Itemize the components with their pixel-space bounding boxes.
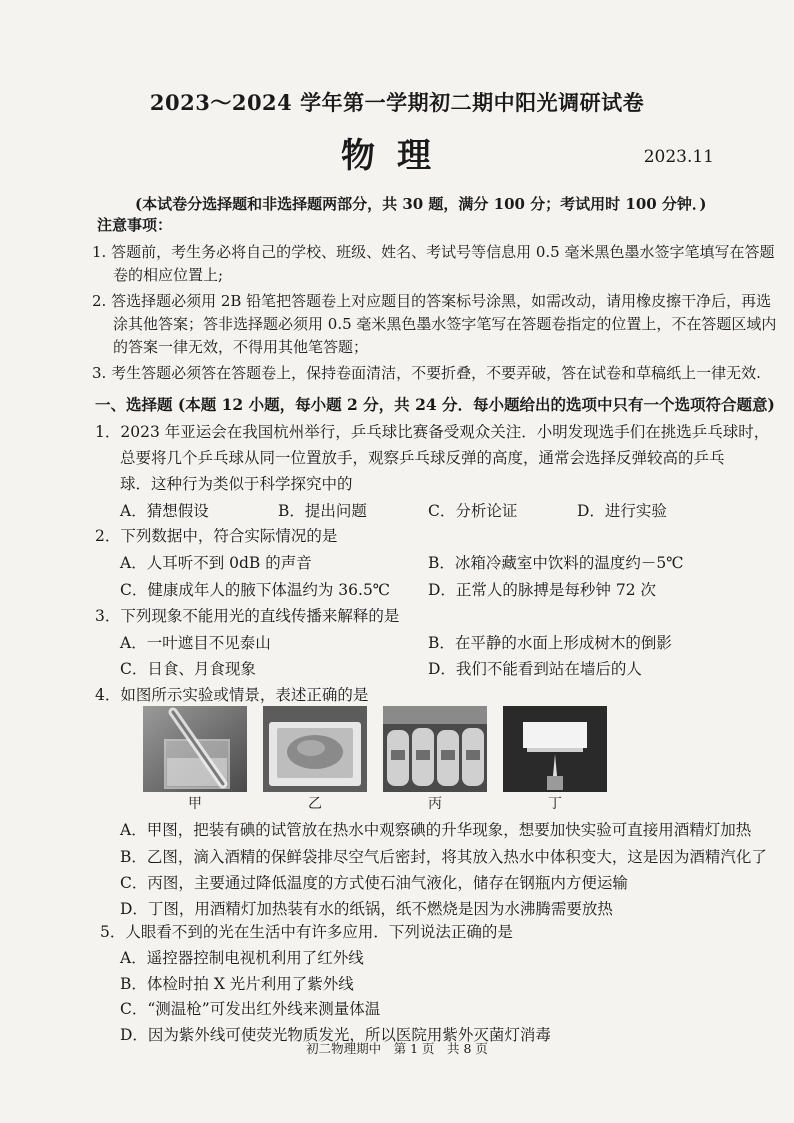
q5-stem: 5．人眼看不到的光在生活中有许多应用．下列说法正确的是	[100, 923, 513, 941]
q5-option-d[interactable]: D．因为紫外线可使荧光物质发光，所以医院用紫外灭菌灯消毒	[120, 1026, 551, 1044]
q5-option-b[interactable]: B．体检时拍 X 光片利用了紫外线	[120, 975, 354, 993]
note-2-line-2: 涂其他答案；答非选择题必须用 0.5 毫米黑色墨水签字笔写在答题卷指定的位置上，不在答题区域内	[113, 315, 777, 333]
q2-option-a[interactable]: A．人耳听不到 0dB 的声音	[120, 554, 312, 572]
figure-bing-gas-cylinders	[383, 706, 487, 792]
q1-line-2: 总要将几个乒乓球从同一位置放手，观察乒乓球反弹的高度，通常会选择反弹较高的乒乓	[120, 449, 725, 467]
q4-option-d[interactable]: D．丁图，用酒精灯加热装有水的纸锅，纸不燃烧是因为水沸腾需要放热	[120, 900, 613, 918]
q2-option-b[interactable]: B．冰箱冷藏室中饮料的温度约－5℃	[428, 554, 684, 572]
q4-option-b[interactable]: B．乙图，滴入酒精的保鲜袋排尽空气后密封，将其放入热水中体积变大，这是因为酒精汽化了	[120, 848, 767, 866]
q1-option-b[interactable]: B．提出问题	[278, 502, 367, 520]
q1-line-3: 球．这种行为类似于科学探究中的	[120, 475, 353, 493]
q4-stem: 4．如图所示实验或情景，表述正确的是	[95, 686, 369, 704]
caption-jia: 甲	[188, 796, 202, 812]
figure-yi-plastic-bag	[263, 706, 367, 792]
note-1-line-1: 1. 答题前，考生务必将自己的学校、班级、姓名、考试号等信息用 0.5 毫米黑色墨水签字笔填写在答题	[92, 243, 775, 261]
q2-stem: 2．下列数据中，符合实际情况的是	[95, 527, 338, 545]
subject-title: 物理	[341, 136, 453, 176]
note-3-line-1: 3. 考生答题必须答在答题卷上，保持卷面清洁，不要折叠，不要弄破，答在试卷和草稿纸上一律无效.	[92, 364, 761, 382]
figure-jia-test-tube	[143, 706, 247, 792]
caption-yi: 乙	[308, 796, 322, 812]
note-2-line-3: 的答案一律无效，不得用其他笔答题；	[113, 338, 369, 356]
q5-option-a[interactable]: A．遥控器控制电视机利用了红外线	[120, 949, 364, 967]
q3-option-c[interactable]: C．日食、月食现象	[120, 660, 256, 678]
q1-option-d[interactable]: D．进行实验	[577, 502, 667, 520]
exam-intro: (本试卷分选择题和非选择题两部分，共 30 题，满分 100 分；考试用时 100 分钟．)	[135, 195, 707, 213]
figure-ding-paper-pot	[503, 706, 607, 792]
page-footer: 初二物理期中 第 1 页 共 8 页	[306, 1041, 488, 1056]
exam-title: 2023～2024 学年第一学期初二期中阳光调研试卷	[149, 90, 645, 115]
caption-ding: 丁	[548, 796, 562, 812]
exam-date: 2023.11	[643, 147, 714, 167]
q2-option-c[interactable]: C．健康成年人的腋下体温约为 36.5℃	[120, 581, 391, 599]
q4-option-a[interactable]: A．甲图，把装有碘的试管放在热水中观察碘的升华现象，想要加快实验可直接用酒精灯加热	[120, 821, 752, 839]
notes-heading: 注意事项：	[97, 216, 173, 234]
q2-option-d[interactable]: D．正常人的脉搏是每秒钟 72 次	[428, 581, 657, 599]
q4-figures	[143, 706, 613, 796]
q3-option-b[interactable]: B．在平静的水面上形成树木的倒影	[428, 634, 672, 652]
note-1-line-2: 卷的相应位置上;	[113, 266, 224, 284]
section-1-heading: 一、选择题 (本题 12 小题，每小题 2 分，共 24 分．每小题给出的选项中只有一个选项符合题意)	[95, 395, 775, 414]
q4-option-c[interactable]: C．丙图，主要通过降低温度的方式使石油气液化，储存在钢瓶内方便运输	[120, 874, 628, 892]
q1-option-a[interactable]: A．猜想假设	[120, 502, 209, 520]
caption-bing: 丙	[428, 796, 442, 812]
q3-option-d[interactable]: D．我们不能看到站在墙后的人	[428, 660, 642, 678]
q1-line-1: 1．2023 年亚运会在我国杭州举行，乒乓球比赛备受观众关注．小明发现选手们在挑选乒乓球时，	[95, 423, 770, 441]
q1-option-c[interactable]: C．分析论证	[428, 502, 518, 520]
q3-option-a[interactable]: A．一叶遮目不见泰山	[120, 634, 271, 652]
q3-stem: 3．下列现象不能用光的直线传播来解释的是	[95, 607, 400, 625]
q5-option-c[interactable]: C．“测温枪”可发出红外线来测量体温	[120, 1000, 381, 1018]
note-2-line-1: 2. 答选择题必须用 2B 铅笔把答题卷上对应题目的答案标号涂黑，如需改动，请用橡皮擦干净后，再选	[92, 292, 772, 310]
